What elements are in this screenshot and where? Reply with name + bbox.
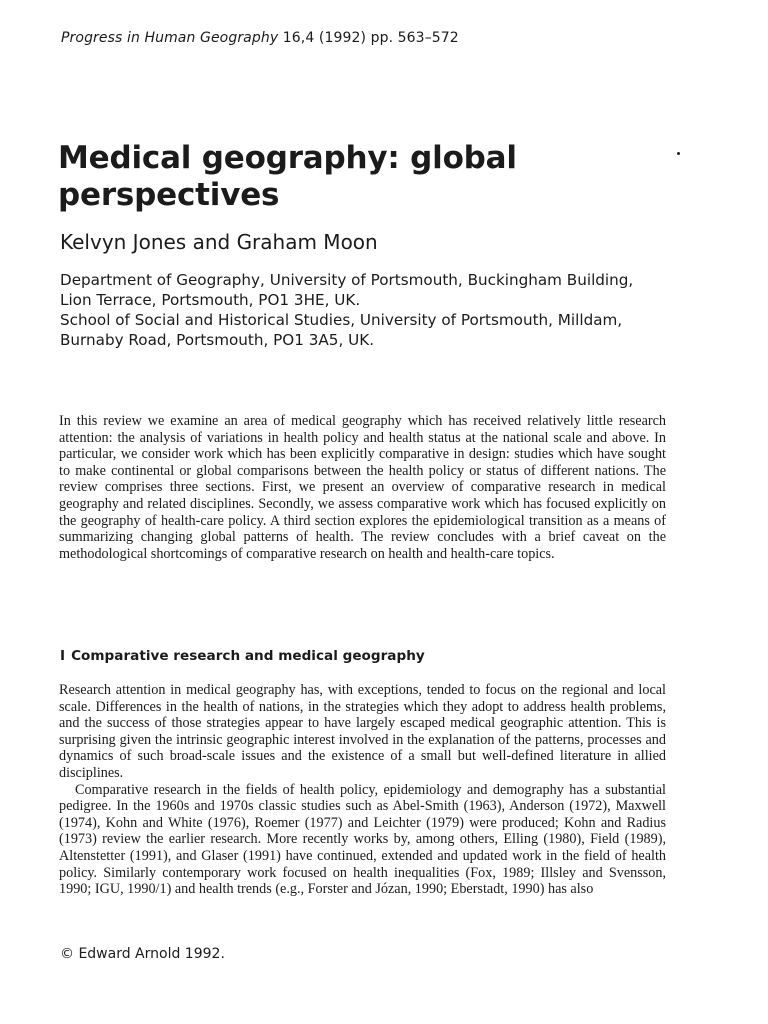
affiliation-line: Burnaby Road, Portsmouth, PO1 3A5, UK. — [60, 331, 375, 349]
body-paragraph: Comparative research in the fields of health policy, epidemiology and demography has a substantial pedigree. In the 1960s and 1970s classic studies such as Abel-Smith (1963), Anderson (1972), Maxwell (1974), Kohn and White (1976), Roemer (1977) and Leichter (1979) were produced; Kohn and Radius (1973) review the earlier research. More recently works by, among others, Elling (1980), Field (1989), Altenstetter (1991), and Glaser (1991) have continued, extended and updated work in the field of health policy. Similarly contemporary work focused on health inequalities (Fox, 1989; Illsley and Svensson, 1990; IGU, 1990/1) and health trends (e.g., Forster and Józan, 1990; Eberstadt, 1990) has also — [59, 781, 666, 898]
affiliation-line: School of Social and Historical Studies, University of Portsmouth, Milldam, — [60, 311, 623, 329]
section-heading — [60, 648, 425, 664]
body-paragraph: Research attention in medical geography has, with exceptions, tended to focus on the regional and local scale. Differences in the health of nations, in the strategies which they adopt to address health problems, and the success of those strategies appear to have largely escaped medical geographic attention. This is surprising given the intrinsic geographic interest involved in the explanation of the patterns, processes and dynamics of such broad-scale issues and the existence of a small but well-defined literature in allied disciplines. — [59, 682, 666, 781]
journal-citation — [61, 30, 459, 46]
author-affiliations — [60, 270, 740, 350]
affiliation-line: Lion Terrace, Portsmouth, PO1 3HE, UK. — [60, 291, 361, 309]
journal-name: Progress in Human Geography — [61, 30, 279, 46]
abstract: In this review we examine an area of medical geography which has received relatively little research attention: the analysis of variations in health policy and health status at the national scale and above. In particular, we consider work which has been explicitly comparative in design: studies which have sought to make continental or global comparisons between the health policy or status of different nations. The review comprises three sections. First, we present an overview of comparative research in medical geography and related disciplines. Secondly, we assess comparative work which has focused explicitly on the geography of health-care policy. A third section explores the epidemiological transition as a means of summarizing changing global patterns of health. The review concludes with a brief caveat on the methodological shortcomings of comparative research on health and health-care topics. — [59, 413, 666, 562]
article-title: Medical geography: global perspectives — [58, 140, 517, 213]
affiliation-line: Department of Geography, University of Portsmouth, Buckingham Building, — [60, 271, 634, 289]
article-authors: Kelvyn Jones and Graham Moon — [60, 230, 378, 254]
section-body — [59, 682, 666, 898]
copyright-notice: © Edward Arnold 1992. — [60, 946, 225, 962]
scan-speck — [677, 152, 680, 155]
citation-details: 16,4 (1992) pp. 563–572 — [278, 30, 459, 46]
section-title: Comparative research and medical geography — [71, 648, 425, 664]
section-number: I — [60, 648, 66, 664]
